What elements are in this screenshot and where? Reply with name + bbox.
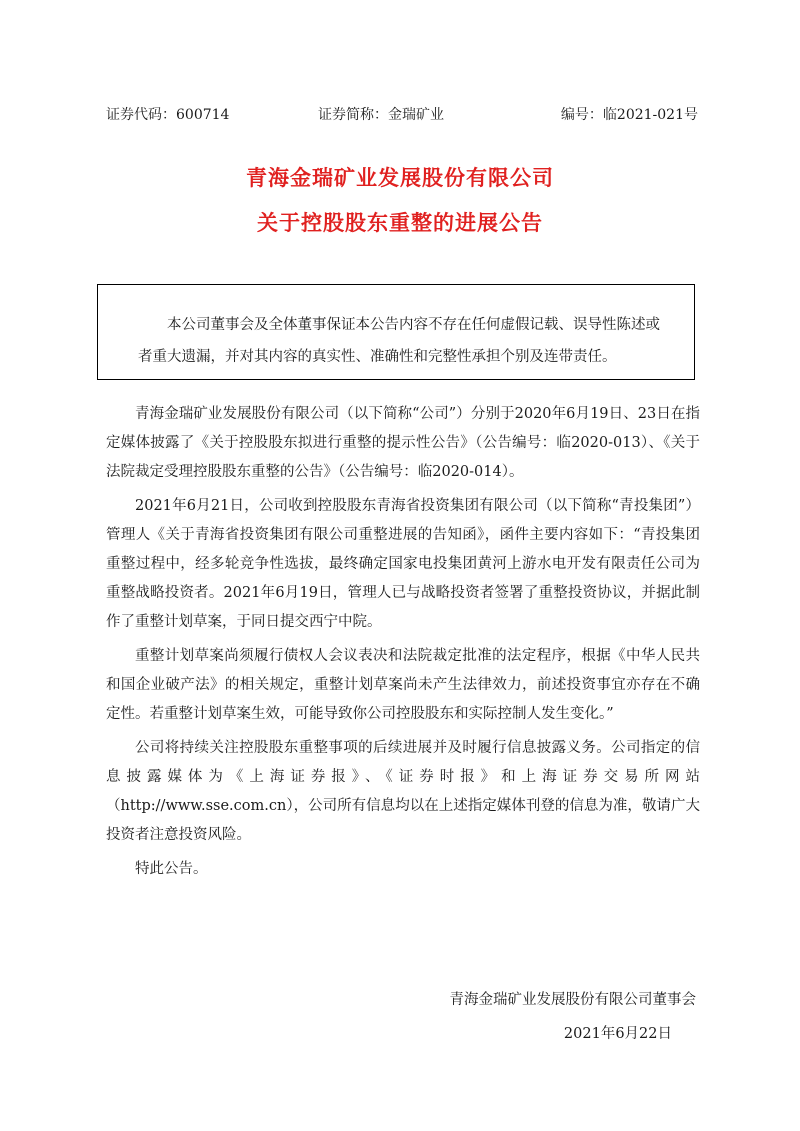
stock-abbreviation: 证券简称：金瑞矿业 bbox=[318, 107, 444, 123]
announcement-number: 编号：临2021-021号 bbox=[560, 107, 698, 123]
body-paragraph-1: 青海金瑞矿业发展股份有限公司（以下简称“公司”）分别于2020年6月19日、23日在指定媒体披露了《关于控股股东拟进行重整的提示性公告》（公告编号：临2020-013）、《关于法院裁定受理控股股东重整的公告》（公告编号：临2020-014）。 bbox=[106, 406, 700, 480]
signature-company: 青海金瑞矿业发展股份有限公司董事会 bbox=[449, 992, 696, 1008]
company-title: 青海金瑞矿业发展股份有限公司 bbox=[246, 166, 554, 190]
announcement-title: 关于控股股东重整的进展公告 bbox=[257, 211, 543, 235]
announcement-body bbox=[106, 400, 700, 889]
signature-date: 2021年6月22日 bbox=[563, 1026, 672, 1042]
body-paragraph-4: 公司将持续关注控股股东重整事项的后续进展并及时履行信息披露义务。公司指定的信息披露媒体为《上海证券报》、《证券时报》和上海证券交易所网站（http://www.sse.com.cn），公司所有信息均以在上述指定媒体刊登的信息为准，敬请广大投资者注意投资风险。 bbox=[106, 740, 700, 843]
disclaimer-text: 本公司董事会及全体董事保证本公告内容不存在任何虚假记载、误导性陈述或者重大遗漏，并对其内容的真实性、准确性和完整性承担个别及连带责任。 bbox=[138, 317, 660, 365]
stock-code: 证券代码：600714 bbox=[106, 107, 230, 123]
disclaimer-box bbox=[97, 284, 695, 380]
body-paragraph-3: 重整计划草案尚须履行债权人会议表决和法院裁定批准的法定程序，根据《中华人民共和国企业破产法》的相关规定，重整计划草案尚未产生法律效力，前述投资事宜亦存在不确定性。若重整计划草案生效，可能导致你公司控股股东和实际控制人发生变化。” bbox=[106, 648, 700, 722]
body-paragraph-2: 2021年6月21日，公司收到控股股东青海省投资集团有限公司（以下简称“青投集团”）管理人《关于青海省投资集团有限公司重整进展的告知函》，函件主要内容如下：“青投集团重整过程中，经多轮竞争性选拔，最终确定国家电投集团黄河上游水电开发有限责任公司为重整战略投资者。2021年6月19日，管理人已与战略投资者签署了重整投资协议，并据此制作了重整计划草案，于同日提交西宁中院。 bbox=[106, 498, 700, 630]
document-header bbox=[106, 104, 698, 126]
body-paragraph-5: 特此公告。 bbox=[135, 861, 208, 877]
